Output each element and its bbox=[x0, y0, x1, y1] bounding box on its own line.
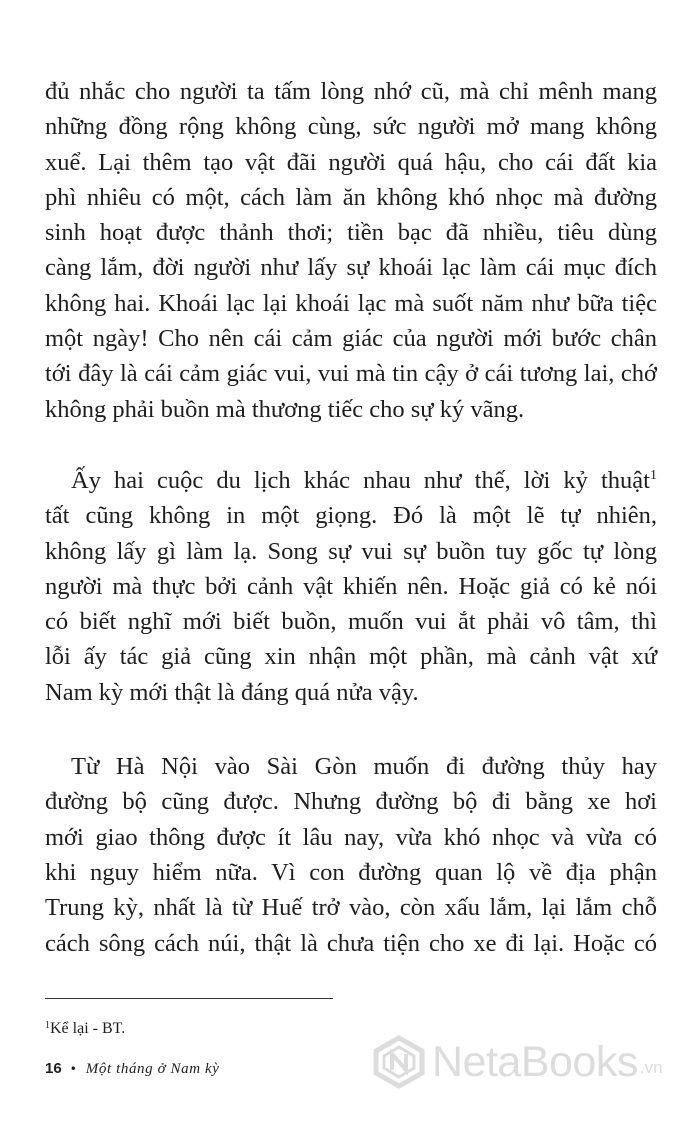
text-line: những đồng rộng không cùng, sức người mở mang không bbox=[45, 113, 657, 141]
text-line: một ngày! Cho nên cái cảm giác của người mới bước chân bbox=[45, 325, 657, 353]
text-line: Nam kỳ mới thật là đáng quá nửa vậy. bbox=[45, 678, 419, 706]
paragraph-spacer bbox=[45, 710, 657, 749]
text-line: sinh hoạt được thảnh thơi; tiền bạc đã nhiều, tiêu dùng bbox=[45, 219, 657, 247]
text-line: mới giao thông được ít lâu nay, vừa khó nhọc và vừa có bbox=[45, 823, 657, 851]
body-text bbox=[45, 74, 657, 961]
text-line: Trung kỳ, nhất là từ Huế trở vào, còn xấu lắm, lại lắm chỗ bbox=[45, 894, 657, 922]
paragraph-spacer bbox=[45, 427, 657, 463]
paragraph-3 bbox=[45, 749, 657, 961]
text-line: có biết nghĩ mới biết buồn, muốn vui ắt phải vô tâm, thì bbox=[45, 608, 657, 636]
footnote-text: Kể lại - BT. bbox=[50, 1020, 126, 1037]
text-line-content: Ấy hai cuộc du lịch khác nhau như thế, lời kỷ thuật bbox=[71, 466, 650, 494]
netabooks-logo-icon bbox=[372, 1035, 426, 1089]
watermark-brand: NetaBooks bbox=[432, 1037, 638, 1086]
text-line: Từ Hà Nội vào Sài Gòn muốn đi đường thủy hay bbox=[71, 753, 657, 781]
text-line: phì nhiêu có một, cách làm ăn không khó nhọc mà đường bbox=[45, 183, 657, 211]
watermark-suffix: .vn bbox=[639, 1058, 663, 1077]
footnote-divider bbox=[45, 998, 333, 999]
text-line: không hai. Khoái lạc lại khoái lạc mà suốt năm như bữa tiệc bbox=[45, 289, 657, 317]
footnote-marker: 1 bbox=[45, 1020, 50, 1031]
paragraph-1 bbox=[45, 74, 657, 427]
text-line: xuể. Lại thêm tạo vật đãi người quá hậu, cho cái đất kia bbox=[45, 148, 657, 176]
text-line: đủ nhắc cho người ta tấm lòng nhớ cũ, mà chỉ mênh mang bbox=[45, 78, 657, 105]
bullet-separator: • bbox=[69, 1062, 77, 1076]
publisher-watermark bbox=[372, 1032, 663, 1092]
text-line: cách sông cách núi, thật là chưa tiện cho xe đi lại. Hoặc có bbox=[45, 929, 657, 957]
text-line: không lấy gì làm lạ. Song sự vui sự buồn tuy gốc tự lòng bbox=[45, 537, 657, 565]
footnote bbox=[45, 1019, 125, 1039]
page-number: 16 bbox=[45, 1060, 62, 1077]
footnote-reference[interactable]: 1 bbox=[650, 467, 657, 483]
text-line: càng lắm, đời người như lấy sự khoái lạc làm cái mục đích bbox=[45, 254, 657, 282]
text-line: không phải buồn mà thương tiếc cho sự ký vãng. bbox=[45, 395, 525, 423]
text-line bbox=[45, 463, 657, 498]
text-line: lỗi ấy tác giả cũng xin nhận một phần, mà cảnh vật xứ bbox=[45, 643, 657, 671]
text-line: tất cũng không in một giọng. Đó là một lẽ tự nhiên, bbox=[45, 502, 657, 530]
page-footer bbox=[45, 1059, 220, 1079]
text-line: người mà thực bởi cảnh vật khiến nên. Hoặc giả có kẻ nói bbox=[45, 572, 657, 600]
text-line: tới đây là cái cảm giác vui, vui mà tin cậy ở cái tương lai, chớ bbox=[45, 360, 657, 388]
text-line: đường bộ cũng được. Nhưng đường bộ đi bằng xe hơi bbox=[45, 788, 657, 816]
paragraph-2 bbox=[45, 463, 657, 710]
running-title: Một tháng ở Nam kỳ bbox=[85, 1061, 220, 1077]
text-line: khi nguy hiểm nữa. Vì con đường quan lộ về địa phận bbox=[45, 858, 657, 886]
